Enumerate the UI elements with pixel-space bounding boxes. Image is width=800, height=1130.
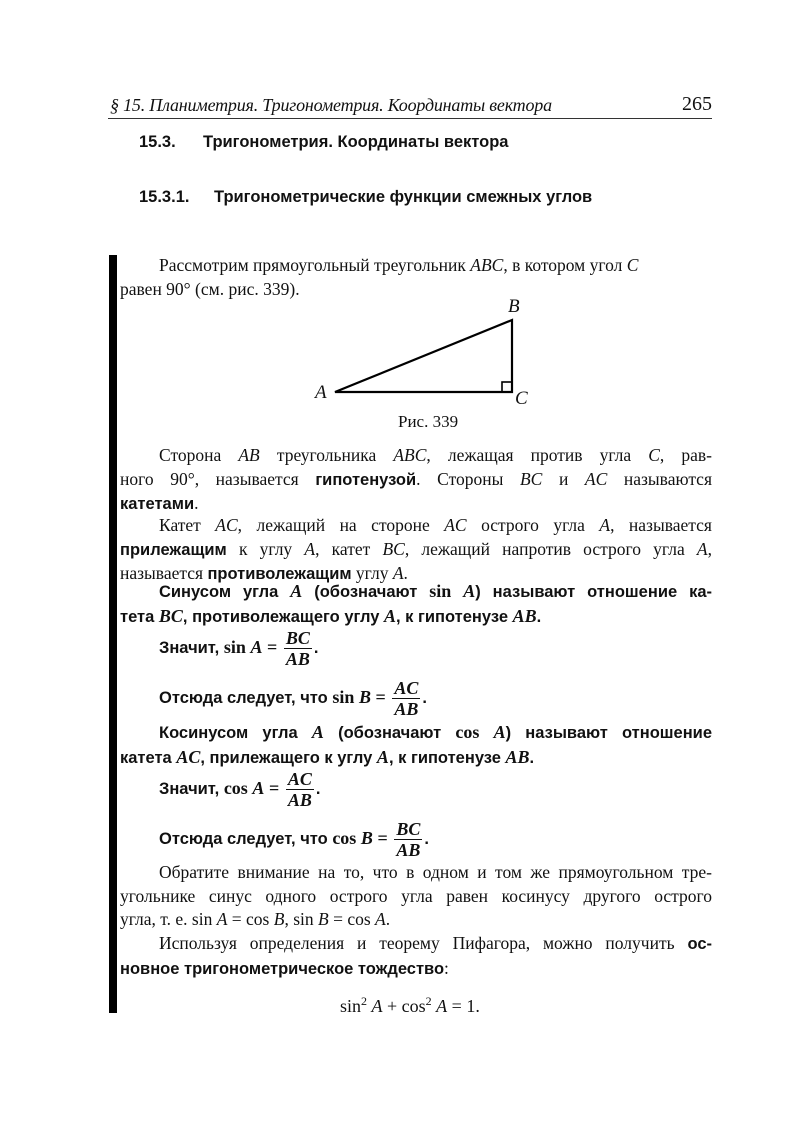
subsection-number: 15.3.1.	[139, 188, 190, 206]
var: BC	[382, 538, 405, 559]
fn: cos	[401, 996, 426, 1016]
var: AC	[215, 515, 238, 535]
text: , называется	[610, 515, 712, 535]
var: ABC	[393, 445, 427, 465]
figure-caption: Рис. 339	[398, 412, 459, 431]
var: ABC	[470, 255, 504, 275]
text: (обозначают	[323, 724, 456, 742]
numerator: AC	[287, 769, 312, 789]
fraction	[392, 678, 420, 719]
text: .	[385, 909, 391, 929]
text: , лежащий напротив острого угла	[404, 538, 697, 559]
triangle-abc	[335, 320, 512, 392]
text: .	[536, 607, 542, 626]
line	[120, 605, 712, 630]
exponent: 2	[361, 994, 368, 1008]
text: .	[403, 563, 408, 583]
text: .	[422, 688, 428, 707]
denominator: AB	[287, 790, 312, 810]
text: Значит,	[159, 638, 224, 657]
var: A	[371, 996, 383, 1016]
fraction	[286, 769, 314, 810]
vertex-label-a: A	[315, 382, 327, 403]
margin-bar	[109, 255, 117, 1013]
text: ,	[707, 538, 712, 559]
equals: =	[227, 909, 247, 929]
var: A	[463, 581, 476, 601]
text: :	[444, 957, 449, 978]
text: острого угла	[466, 515, 600, 535]
text: .	[529, 748, 535, 767]
running-title: § 15. Планиметрия. Тригонометрия. Координаты вектора	[110, 95, 552, 115]
numerator: BC	[396, 819, 421, 839]
text: к углу	[226, 538, 305, 559]
var: C	[626, 255, 639, 275]
line	[120, 746, 712, 771]
fn: cos	[223, 777, 248, 798]
denominator: AB	[285, 649, 310, 669]
fn: cos	[455, 722, 480, 742]
var: AC	[584, 468, 608, 489]
text: Используя определения и теорему Пифагора, можно получить	[159, 933, 688, 953]
fn: sin	[191, 909, 213, 929]
line	[120, 957, 712, 982]
text: угла, т. е.	[120, 909, 192, 929]
var: A	[216, 909, 228, 929]
var: A	[696, 538, 708, 559]
text: углу	[351, 563, 393, 583]
text: Катет	[159, 515, 216, 535]
trig-identity-formula	[340, 994, 480, 1017]
vertex-label-b: B	[508, 296, 520, 317]
line	[120, 492, 712, 517]
subsection-heading	[139, 188, 592, 207]
fn: cos	[246, 909, 270, 929]
cos-a-formula	[159, 769, 320, 810]
section-title: Тригонометрия. Координаты вектора	[203, 133, 509, 151]
text: ) называют отношение	[505, 724, 712, 742]
denominator: AB	[396, 840, 421, 860]
var: B	[360, 827, 373, 848]
var: AC	[444, 515, 467, 535]
line	[120, 514, 712, 538]
intro-paragraph	[120, 254, 712, 301]
text: Отсюда следует, что	[159, 688, 333, 707]
var: A	[376, 746, 389, 767]
var: A	[311, 722, 324, 742]
text: , катет	[315, 538, 383, 559]
text: . Стороны	[416, 468, 520, 489]
text: Значит,	[159, 779, 224, 798]
cosine-definition	[120, 721, 712, 770]
text: .	[315, 779, 321, 798]
line	[120, 580, 712, 605]
var: A	[493, 722, 506, 742]
cos-b-formula	[159, 819, 429, 860]
var: A	[599, 515, 611, 535]
text: ) называют отношение ка-	[475, 583, 713, 601]
var: BC	[519, 468, 543, 489]
var: A	[252, 777, 265, 798]
plus: +	[382, 996, 402, 1016]
fn: cos	[347, 909, 371, 929]
text: .	[313, 638, 319, 657]
running-head	[108, 92, 712, 119]
intro-line-1	[159, 254, 712, 278]
term-adjacent: прилежащим	[120, 540, 227, 559]
text: , лежащая против угла	[426, 445, 649, 465]
fn: sin	[429, 581, 452, 601]
note-paragraph	[120, 861, 712, 932]
var: BC	[158, 605, 183, 626]
exponent: 2	[425, 994, 432, 1008]
term-identity: новное тригонометрическое тождество	[120, 959, 445, 978]
fraction	[394, 819, 422, 860]
text: Синусом угла	[159, 583, 291, 601]
term-hypotenuse: гипотенузой	[315, 470, 417, 489]
text: Рассмотрим прямоугольный треугольник	[159, 255, 471, 275]
text: катета	[120, 748, 177, 767]
text: ,	[284, 909, 294, 929]
var: AC	[176, 746, 201, 767]
line: Обратите внимание на то, что в одном и том же прямоугольном тре-	[159, 862, 712, 882]
fn: sin	[332, 686, 355, 707]
text: .	[424, 829, 429, 848]
text: называется	[120, 563, 208, 583]
line	[120, 721, 712, 746]
fn: sin	[223, 636, 246, 657]
line	[120, 932, 712, 957]
line	[120, 538, 712, 563]
pythagoras-paragraph	[120, 932, 712, 981]
var: AB	[505, 746, 530, 767]
text: тета	[120, 607, 159, 626]
var: A	[290, 581, 303, 601]
subsection-title: Тригонометрические функции смежных углов	[214, 188, 593, 206]
cathetus-paragraph	[120, 514, 712, 587]
numerator: BC	[285, 628, 310, 648]
fn: sin	[340, 996, 362, 1016]
var: B	[273, 909, 285, 929]
text: (обозначают	[302, 583, 430, 601]
text: , к гипотенузе	[388, 748, 506, 767]
var: A	[250, 636, 263, 657]
var: AB	[512, 605, 537, 626]
var: A	[436, 996, 448, 1016]
text: ного 90°, называется	[120, 468, 316, 489]
line	[120, 468, 712, 493]
text: Сторона	[159, 445, 239, 465]
right-angle-mark	[502, 382, 512, 392]
text: .	[194, 493, 199, 513]
term-identity-part: ос-	[687, 935, 712, 953]
vertex-label-c: C	[515, 388, 528, 409]
line	[120, 908, 712, 932]
section-number: 15.3.	[139, 133, 176, 151]
text: Отсюда следует, что	[159, 829, 333, 848]
text: Косинусом угла	[159, 724, 312, 742]
page-number: 265	[682, 93, 712, 115]
equals: =	[375, 686, 386, 707]
text: , лежащий на стороне	[237, 515, 445, 535]
var: A	[304, 538, 316, 559]
var: B	[318, 909, 329, 929]
text: называются	[607, 468, 712, 489]
sin-a-formula	[159, 628, 319, 669]
var: A	[392, 563, 404, 583]
hypotenuse-paragraph	[120, 444, 712, 517]
equals: =	[269, 777, 280, 798]
intro-line-2: равен 90° (см. рис. 339).	[120, 278, 300, 299]
fraction	[284, 628, 312, 669]
equals: =	[377, 827, 388, 848]
text: , противолежащего углу	[182, 607, 384, 626]
denominator: AB	[394, 699, 419, 719]
equals: =	[267, 636, 278, 657]
var: A	[375, 909, 386, 929]
line	[120, 444, 712, 468]
term-catheti: катетами	[120, 495, 195, 513]
fn: cos	[332, 827, 357, 848]
var: AB	[238, 445, 260, 465]
numerator: AC	[394, 678, 419, 698]
text: и	[542, 468, 585, 489]
fn: sin	[293, 909, 314, 929]
text: , в котором угол	[503, 255, 627, 275]
sin-b-formula	[159, 678, 427, 719]
text: , прилежащего к углу	[200, 748, 377, 767]
var: C	[648, 445, 660, 465]
equals-one: = 1.	[447, 996, 480, 1016]
var: A	[383, 605, 396, 626]
term-opposite: противолежащим	[207, 565, 352, 583]
section-heading	[139, 133, 508, 152]
sine-definition	[120, 580, 712, 629]
text: треугольника	[259, 445, 394, 465]
text: , рав-	[659, 445, 712, 465]
text: , к гипотенузе	[396, 607, 513, 626]
equals: =	[328, 909, 348, 929]
var: B	[358, 686, 371, 707]
line: угольнике синус одного острого угла равен косинусу другого острого	[120, 885, 712, 906]
